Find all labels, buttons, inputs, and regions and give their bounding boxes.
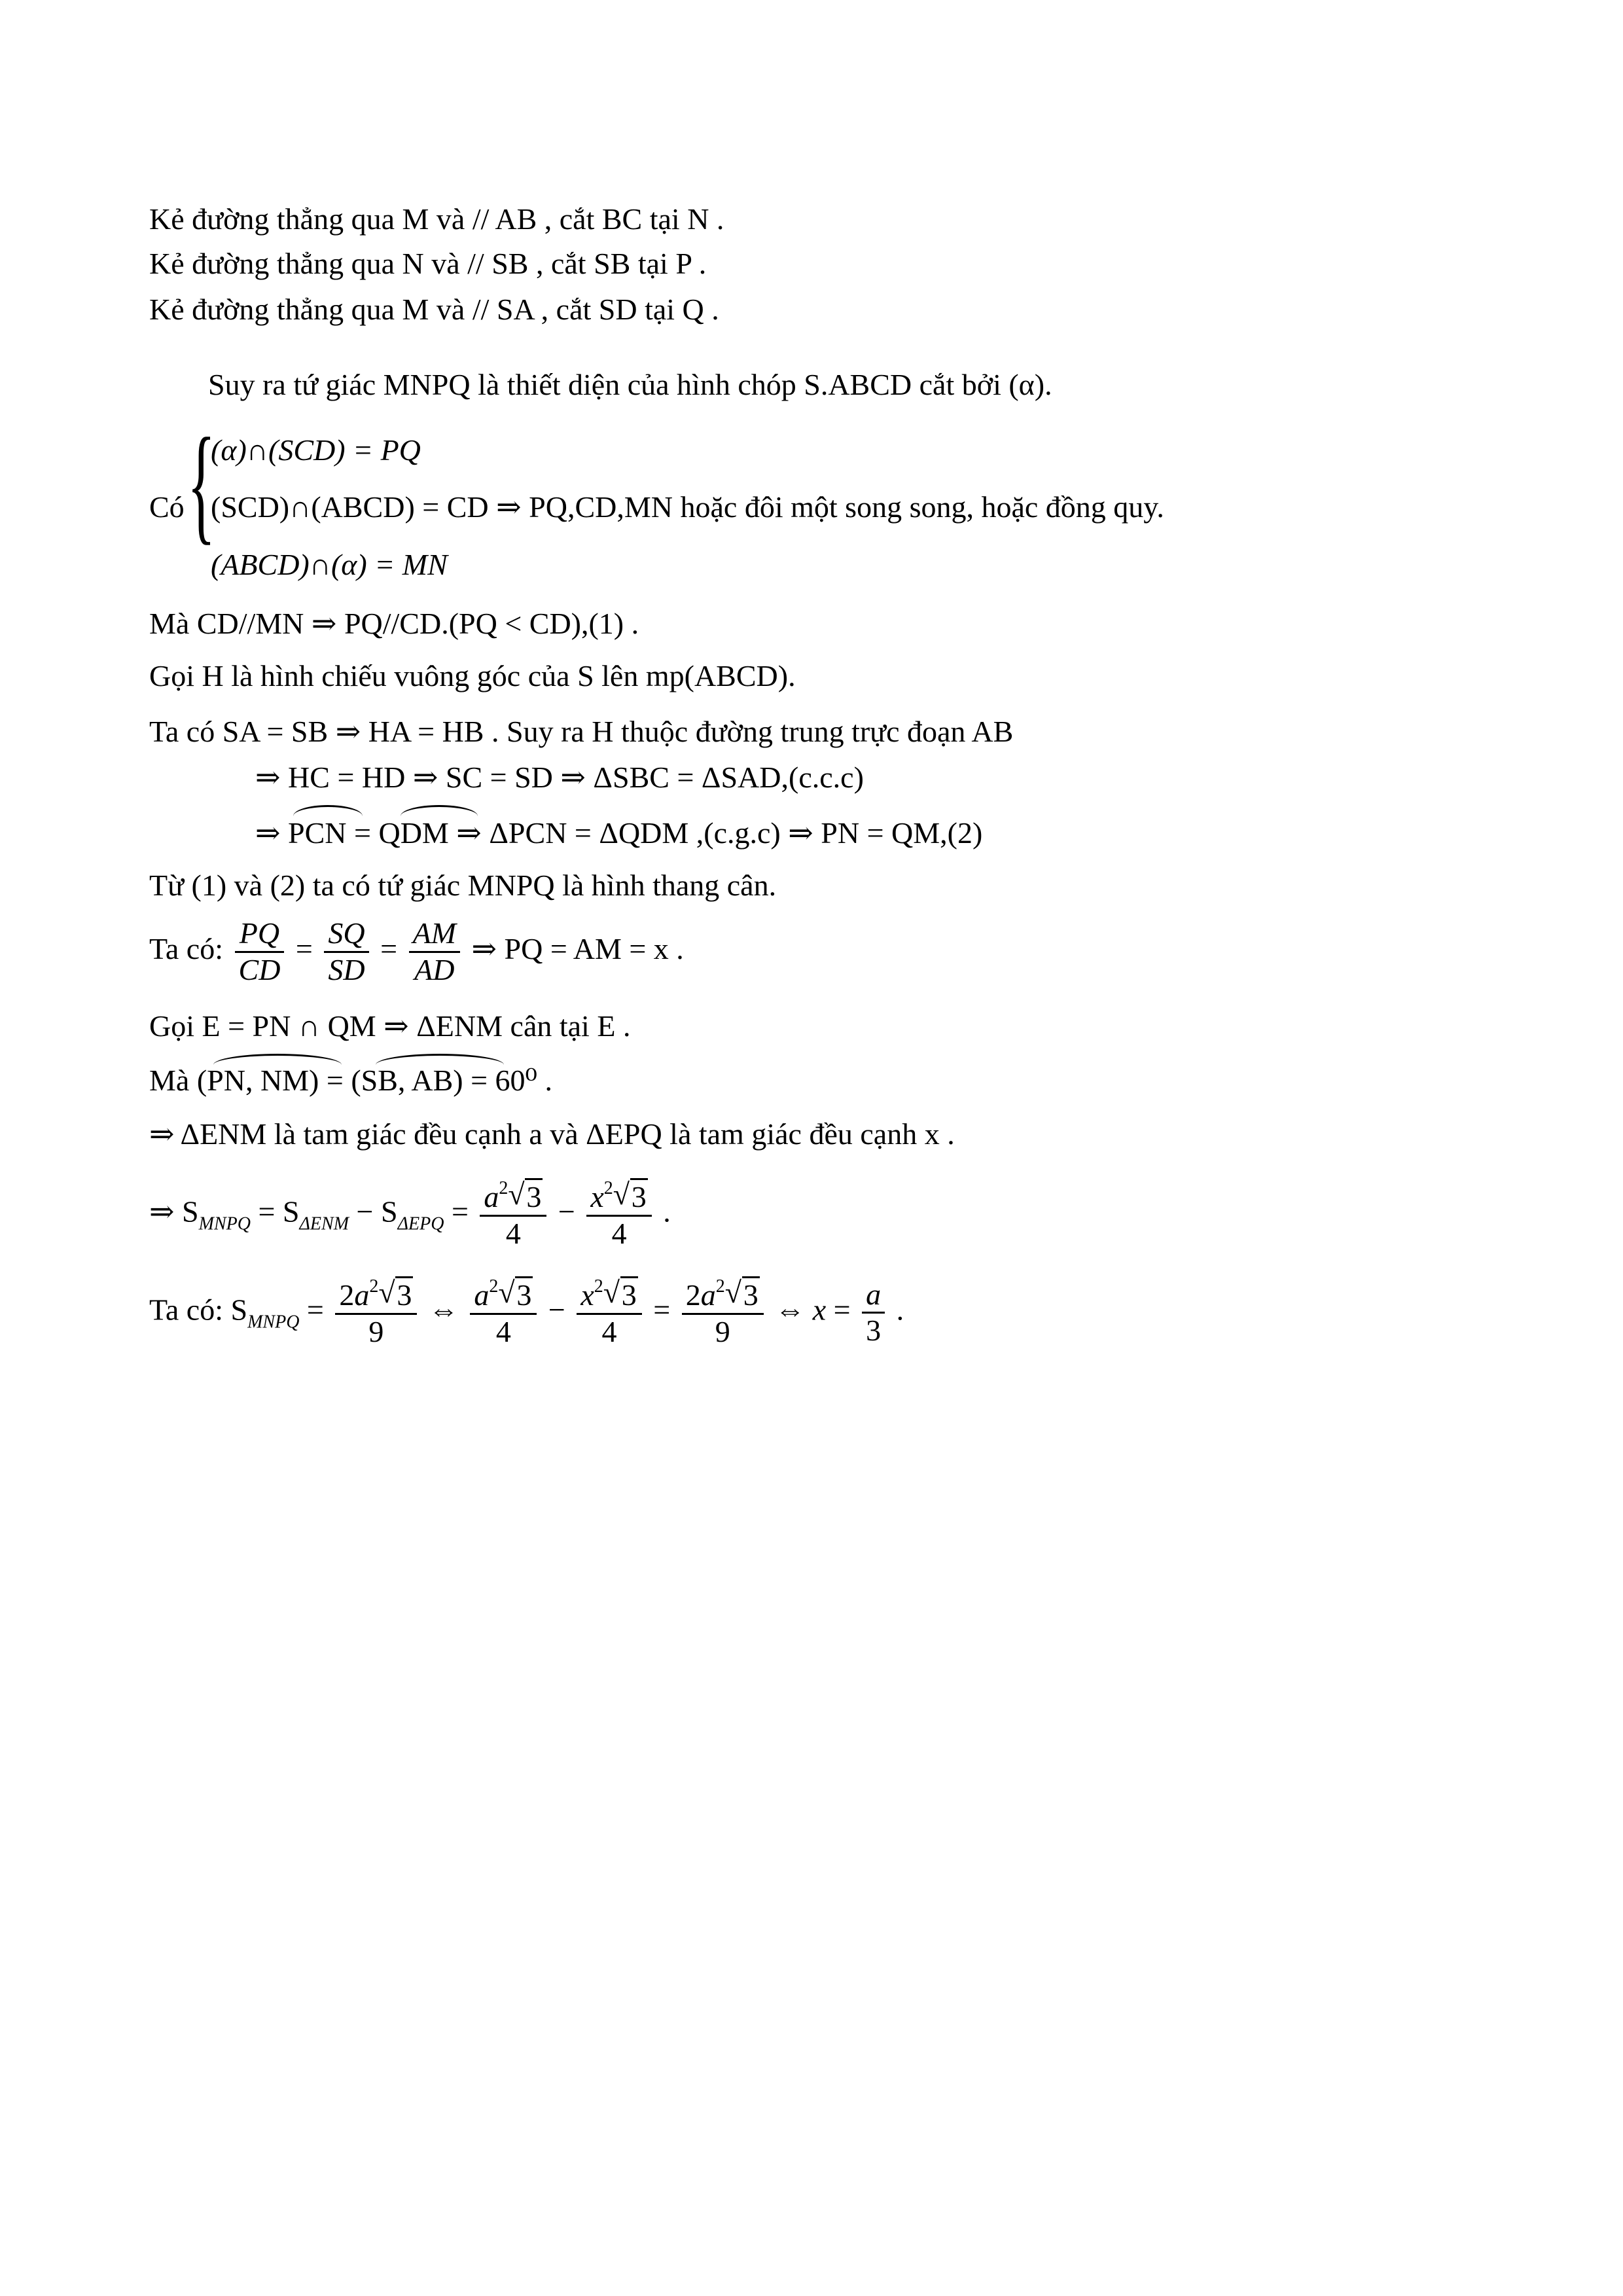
fraction-a2-sqrt3-4-b: $\frac{a^2√ 3}{4}$: [470, 1276, 537, 1350]
line-16: Ta có: $S_{MNPQ}$ = $\frac{2a^2√ 3}{9}$ ⇔ $\frac{a^2√ 3}{4}$ − $\frac{x^2√ 3}{4}$ = $\frac{2a^2√ 3}{9}$ ⇔ x = $\frac{a}{3}$ .: [149, 1276, 904, 1350]
fraction-pq-cd: $\frac{PQ}{CD}$: [235, 916, 285, 988]
system-prefix: Có: [149, 490, 185, 524]
line-11: Ta có: $\frac{PQ}{CD}$ = $\frac{SQ}{SD}$ = $\frac{AM}{AD}$ ⇒ PQ = AM = x .: [149, 916, 684, 986]
angle-arc-pcn: [293, 805, 363, 816]
line-5: Mà CD//MN ⇒ PQ//CD.(PQ < CD),(1) .: [149, 607, 639, 640]
system-brace: {: [187, 412, 216, 556]
fraction-a-3: $\frac{a}{3}$: [862, 1278, 885, 1349]
line-7: Ta có SA = SB ⇒ HA = HB . Suy ra H thuộc đường trung trực đoạn AB: [149, 715, 1014, 748]
fraction-am-ad: $\frac{AM}{AD}$: [409, 916, 460, 988]
line-13: Mà (PN, NM) = (SB, AB) = 60⁰ .: [149, 1064, 552, 1097]
fraction-x2-sqrt3-4: $\frac{x^2√ 3}{4}$: [586, 1178, 651, 1251]
fraction-2a2-sqrt3-9-b: $\frac{2a^2√ 3}{9}$: [682, 1276, 764, 1350]
line-11-prefix: Ta có:: [149, 931, 224, 965]
line-6: Gọi H là hình chiếu vuông góc của S lên mp(ABCD).: [149, 659, 796, 692]
line-14: ⇒ ΔENM là tam giác đều cạnh a và ΔEPQ là tam giác đều cạnh x .: [149, 1117, 955, 1151]
system-line-2: (SCD)∩(ABCD) = CD ⇒ PQ,CD,MN hoặc đôi một song song, hoặc đồng quy.: [211, 490, 1164, 524]
line-11-tail: ⇒ PQ = AM = x .: [471, 931, 684, 965]
line-9: ⇒ PCN = QDM ⇒ ΔPCN = ΔQDM ,(c.g.c) ⇒ PN = QM,(2): [255, 816, 983, 850]
line-15: ⇒ $S_{MNPQ} = S_{\Delta ENM} - S_{\Delta EPQ}$ = $\frac{a^2√ 3}{4}$ − $\frac{x^2√ 3}{4}$ .: [149, 1178, 671, 1251]
fraction-sq-sd: $\frac{SQ}{SD}$: [324, 916, 368, 988]
line-8: ⇒ HC = HD ⇒ SC = SD ⇒ ΔSBC = ΔSAD,(c.c.c): [255, 761, 864, 794]
line-4: Suy ra tứ giác MNPQ là thiết diện của hình chóp S.ABCD cắt bởi (α).: [208, 368, 1052, 401]
line-3: Kẻ đường thẳng qua M và // SA , cắt SD tại Q .: [149, 293, 719, 326]
fraction-2a2-sqrt3-9: $\frac{2a^2√ 3}{9}$: [335, 1276, 417, 1350]
line-10: Từ (1) và (2) ta có tứ giác MNPQ là hình thang cân.: [149, 869, 777, 902]
system-line-1: (α)∩(SCD) = PQ: [211, 433, 421, 467]
angle-arc-qdm: [401, 805, 478, 816]
line-12: Gọi E = PN ∩ QM ⇒ ΔENM cân tại E .: [149, 1009, 631, 1043]
fraction-a2-sqrt3-4: $\frac{a^2√ 3}{4}$: [480, 1178, 546, 1251]
line-1: Kẻ đường thẳng qua M và // AB , cắt BC tại N .: [149, 202, 724, 236]
system-line-3: (ABCD)∩(α) = MN: [211, 548, 448, 581]
line-2: Kẻ đường thẳng qua N và // SB , cắt SB tại P .: [149, 247, 707, 280]
fraction-x2-sqrt3-4-b: $\frac{x^2√ 3}{4}$: [577, 1276, 641, 1350]
